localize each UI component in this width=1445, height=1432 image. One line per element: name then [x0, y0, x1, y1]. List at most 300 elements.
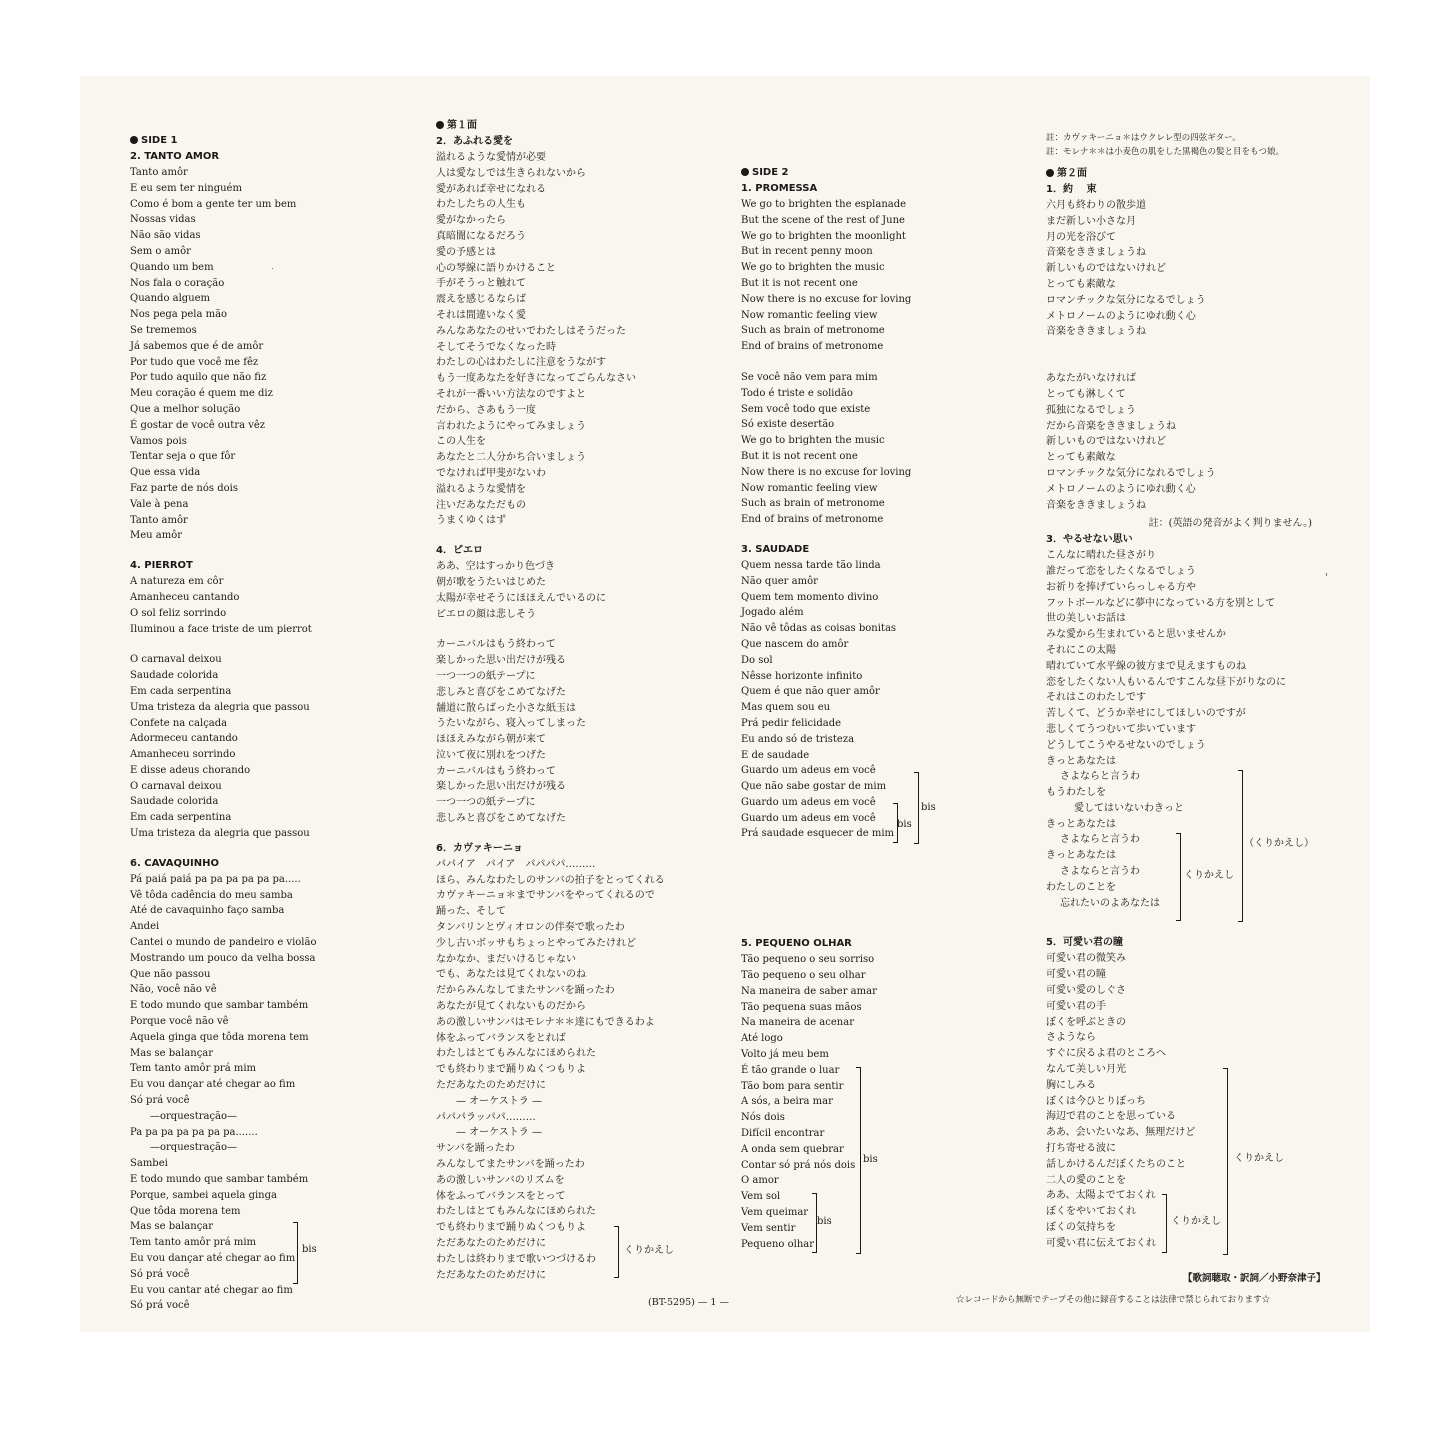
lyric-line: 胸にしみる	[1046, 1079, 1096, 1091]
lyric-line: この人生を	[436, 436, 486, 448]
lyric-line: Vale à pena	[130, 498, 189, 510]
lyric-line: Já sabemos que é de amôr	[130, 340, 264, 352]
lyric-line: お祈りを捧げていらっしゃる方や	[1046, 581, 1196, 593]
lyric-line: フットボールなどに夢中になっている方を別として	[1046, 597, 1276, 609]
repeat-bracket	[856, 1067, 861, 1254]
lyric-line: 心の琴線に語りかけること	[436, 262, 556, 274]
lyric-line: ぼくは今ひとりぼっち	[1046, 1095, 1146, 1107]
lyric-line: きっとあなたは	[1046, 755, 1116, 767]
lyric-line: 太陽が幸せそうにほほえんでいるのに	[436, 592, 606, 604]
lyrics-promessa-verse2	[741, 370, 941, 528]
lyric-line: あの激しいサンバのリズムを	[436, 1174, 565, 1186]
lyric-line: わたしは終わりまで歌いつづけるわ	[436, 1253, 596, 1265]
repeat-bracket	[1176, 833, 1181, 921]
lyric-line: Nos pega pela mão	[130, 309, 228, 321]
lyric-line: Now romantic feeling view	[741, 482, 878, 494]
lyric-line: とっても素敵な	[1046, 278, 1116, 290]
bullet-icon	[1046, 169, 1054, 177]
lyric-line: Saudade colorida	[130, 670, 219, 682]
lyric-line: End of brains of metronome	[741, 514, 884, 526]
lyric-line: We go to brighten the music	[741, 435, 885, 447]
lyric-line: Que tôda morena tem	[130, 1205, 241, 1217]
lyric-line: But in recent penny moon	[741, 246, 873, 258]
lyric-line: Jogado além	[741, 607, 804, 619]
lyric-line: 悲しみと喜びをこめてなげた	[436, 686, 566, 698]
lyric-line: それにこの太陽	[1046, 644, 1116, 656]
bis-label: bis	[817, 1216, 832, 1227]
column-side2-japanese	[1046, 131, 1346, 1252]
lyric-line: ピエロの顔は悲しそう	[436, 608, 536, 620]
lyric-line: Now romantic feeling view	[741, 309, 878, 321]
lyric-line: Só prá você	[130, 1095, 190, 1107]
lyric-line: Quem tem momento divino	[741, 591, 879, 603]
lyric-line: わたしたちの人生も	[436, 199, 526, 211]
lyric-line: Em cada serpentina	[130, 685, 232, 697]
lyrics-cavaquinho-verse1	[130, 872, 430, 1109]
lyric-line: Quando um bem	[130, 261, 214, 273]
lyric-line: それはこのわたしです	[1046, 692, 1146, 704]
lyric-line: Confete na calçada	[130, 717, 228, 729]
lyric-line: わたしの心はわたしに注意をうながす	[436, 357, 606, 369]
lyric-line: Volto já meu bem	[741, 1049, 829, 1061]
lyric-line: E disse adeus chorando	[130, 764, 251, 776]
lyric-line: Meu amôr	[130, 530, 183, 542]
lyric-line: Saudade colorida	[130, 796, 219, 808]
translation-credit: 【歌詞聴取・訳詞／小野奈津子】	[1183, 1273, 1326, 1284]
lyric-line: ロマンチックな気分になるでしょう	[1046, 294, 1206, 306]
lyric-line: Se você não vem para mim	[741, 371, 878, 383]
lyric-line: Se trememos	[130, 324, 197, 336]
kurikaeshi-label: くりかえし	[624, 1245, 674, 1256]
lyric-line: 体をふってバランスをとって	[436, 1190, 566, 1202]
lyric-line: 可愛い君の微笑み	[1046, 953, 1126, 965]
lyric-line: だから、さあもう一度	[436, 404, 536, 416]
lyric-line: なんて美しい月光	[1046, 1064, 1126, 1076]
lyric-line: メトロノームのようにゆれ動く心	[1046, 483, 1196, 495]
lyric-line: Que nascem do amôr	[741, 638, 849, 650]
lyric-line: Difícil encontrar	[741, 1128, 825, 1140]
lyric-line: We go to brighten the moonlight	[741, 230, 906, 242]
kurikaeshi-paren-label: （くりかえし）	[1244, 838, 1314, 849]
lyric-line: But it is not recent one	[741, 277, 858, 289]
lyric-line: もう一度あなたを好きになってごらんなさい	[436, 373, 636, 385]
lyric-line: でなければ甲斐がないわ	[436, 467, 546, 479]
lyric-line: すぐに戻るよ君のところへ	[1046, 1048, 1166, 1060]
lyric-line: 音楽をききましょうね	[1046, 326, 1146, 338]
lyric-line: Só prá você	[130, 1268, 190, 1280]
kurikaeshi-label: くりかえし	[1234, 1153, 1284, 1164]
lyric-line: Até de cavaquinho faço samba	[130, 905, 285, 917]
lyric-line: きっとあなたは	[1046, 818, 1116, 830]
lyric-line: まだ新しい小さな月	[1046, 215, 1136, 227]
lyric-line: We go to brighten the music	[741, 262, 885, 274]
song-title: 2. TANTO AMOR	[130, 151, 220, 162]
lyric-line: 朝が歌をうたいはじめた	[436, 576, 546, 588]
song-title: 2．あふれる愛を	[436, 136, 513, 147]
lyric-line: Até logo	[741, 1033, 783, 1045]
lyrics-pierrot-verse1	[130, 574, 430, 637]
song-title: 4．ピエロ	[436, 545, 483, 557]
lyric-line: Aquela ginga que tôda morena tem	[130, 1031, 309, 1043]
lyric-line: But the scene of the rest of June	[741, 214, 905, 226]
kurikaeshi-label: くりかえし	[1171, 1216, 1221, 1227]
footnote: 註：カヴァキーニョ＊はウクレレ型の四弦ギター。	[1046, 133, 1241, 143]
lyric-line: でも終わりまで踊りぬくつもりよ	[436, 1064, 586, 1076]
lyric-line: 一つ一つの紙テープに	[436, 670, 536, 682]
lyric-line: サンバを踊ったわ	[436, 1143, 515, 1155]
lyric-line: 手がそうっと触れて	[436, 278, 526, 290]
lyric-line: うたいながら、寝入ってしまった	[436, 718, 586, 730]
lyrics-piero-verse1	[436, 559, 736, 622]
lyric-line: 注いだあなただもの	[436, 499, 526, 511]
lyric-line: 溢れるような愛情が必要	[436, 152, 546, 163]
lyric-line: Na maneira de saber amar	[741, 985, 877, 997]
lyric-line: 愛の予感とは	[436, 246, 496, 258]
lyrics-afureru-ai	[436, 150, 736, 529]
lyric-line: Que a melhor solução	[130, 403, 241, 415]
lyric-line: Tentar seja o que fôr	[130, 451, 236, 463]
lyrics-tanto-amor	[130, 165, 430, 544]
lyric-line: 楽しかった思い出だけが残る	[436, 781, 566, 793]
lyric-line: 言われたようにやってみましょう	[436, 420, 586, 432]
lyric-line: Tão bom para sentir	[741, 1080, 844, 1092]
lyric-line: カヴァキーニョ＊までサンバをやってくれるので	[436, 890, 655, 902]
lyric-line: 可愛い君の瞳	[1046, 969, 1106, 981]
translator-notes	[1046, 131, 1346, 159]
bis-label: bis	[863, 1154, 878, 1165]
orchestration-note: — オーケストラ —	[456, 1127, 542, 1139]
lyric-line: 新しいものではないけれど	[1046, 436, 1166, 448]
lyric-line: うまくゆくはず	[436, 515, 506, 527]
lyric-line: 楽しかった思い出だけが残る	[436, 655, 566, 667]
lyric-line: さよならと言うわ	[1060, 834, 1140, 846]
lyric-line: 震えを感じるならば	[436, 294, 526, 306]
lyrics-cavaquinho-jp-verse2	[436, 1141, 736, 1283]
repeat-bracket	[1238, 770, 1243, 922]
lyric-line: E de saudade	[741, 749, 810, 761]
lyric-line: Tem tanto amôr prá mim	[130, 1063, 257, 1075]
lyric-line: A natureza em côr	[130, 576, 224, 588]
bis-label: bis	[897, 819, 912, 830]
lyric-line: でも終わりまで踊りぬくつもりよ	[436, 1222, 586, 1234]
lyric-line: とっても淋しくて	[1046, 388, 1126, 400]
song-title: 5．可愛い君の瞳	[1046, 937, 1123, 949]
lyric-line: Tão pequeno o seu sorriso	[741, 954, 875, 966]
lyric-line: Não quer amôr	[741, 575, 818, 587]
lyric-line: Mas se balançar	[130, 1221, 214, 1233]
lyric-line: Andei	[130, 921, 160, 933]
lyric-line: O carnaval deixou	[130, 654, 222, 666]
lyric-line: 悲しくてうつむいて歩いています	[1046, 723, 1196, 735]
orchestration-note: —orquestração—	[150, 1110, 238, 1122]
lyric-line: Iluminou a face triste de um pierrot	[130, 623, 312, 635]
lyric-line: 世の美しいお話は	[1046, 613, 1126, 625]
column-side1-japanese	[436, 118, 736, 1283]
lyric-line: Faz parte de nós dois	[130, 482, 238, 494]
lyric-line: Pá paiá paiá pa pa pa pa pa pa.....	[130, 873, 301, 885]
lyric-line: 音楽をききましょうね	[1046, 499, 1146, 511]
lyric-line: End of brains of metronome	[741, 341, 884, 353]
lyric-line: 愛がなかったら	[436, 215, 506, 227]
lyric-line: Tão pequeno o seu olhar	[741, 970, 866, 982]
lyric-line: さよならと言うわ	[1060, 771, 1140, 783]
lyric-line: ぼくをやいておくれ	[1046, 1206, 1136, 1218]
lyric-line: Que essa vida	[130, 467, 201, 479]
lyric-line: ほら、みんなわたしのサンバの拍子をとってくれる	[436, 874, 665, 886]
lyric-line: Em cada serpentina	[130, 812, 232, 824]
lyric-line: 可愛い君に伝えておくれ	[1046, 1237, 1156, 1249]
lyric-line: Pa pa pa pa pa pa pa.......	[130, 1126, 258, 1138]
lyric-line: Quem nessa tarde tão linda	[741, 559, 881, 571]
lyric-line: Nêsse horizonte infinito	[741, 670, 863, 682]
side-header: 第１面	[436, 118, 736, 134]
lyric-line: Não vê tôdas as coisas bonitas	[741, 623, 897, 635]
repeat-bracket	[293, 1222, 298, 1284]
lyric-line: それは間違いなく愛	[436, 309, 526, 321]
lyric-line: É tão grande o luar	[741, 1064, 840, 1076]
lyric-line: パパパラッパパ………	[436, 1111, 536, 1123]
lyric-line: Pequeno olhar	[741, 1238, 814, 1250]
lyric-line: Now there is no excuse for loving	[741, 466, 912, 478]
lyric-line: 可愛い愛のしぐさ	[1046, 985, 1126, 997]
lyric-line: 苦しくて、どうか幸せにしてほしいのですが	[1046, 708, 1246, 720]
song-title: 5. PEQUENO OLHAR	[741, 938, 852, 950]
lyrics-cavaquinho-jp-verse1	[436, 857, 736, 1094]
lyric-line: あなたと二人分かち合いましょう	[436, 452, 586, 464]
lyric-line: Na maneira de acenar	[741, 1017, 854, 1029]
orchestration-note: — オーケストラ —	[456, 1095, 542, 1107]
lyric-line: 六月も終わりの散歩道	[1046, 200, 1146, 211]
lyrics-yakusoku-verse1	[1046, 198, 1346, 340]
lyrics-pequeno-olhar	[741, 952, 941, 1252]
catalog-number: (BT-5295) — 1 —	[648, 1297, 729, 1308]
lyric-line: Tanto amôr	[130, 514, 188, 526]
lyric-line: Sambei	[130, 1158, 168, 1170]
lyric-line: Prá pedir felicidade	[741, 717, 842, 729]
lyric-line: Eu vou dançar até chegar ao fim	[130, 1253, 296, 1264]
lyric-line: ああ、太陽よでておくれ	[1046, 1190, 1156, 1202]
lyric-line: Só prá você	[130, 1300, 190, 1312]
lyric-line: わたしはとてもみんなにほめられた	[436, 1048, 596, 1060]
lyric-line: みんなしてまたサンバを踊ったわ	[436, 1159, 585, 1171]
lyric-line: But it is not recent one	[741, 450, 858, 462]
lyrics-saudade	[741, 558, 941, 842]
lyric-line: Por tudo aquilo que não fiz	[130, 372, 267, 384]
lyric-line: Todo é triste e solidão	[741, 387, 853, 399]
repeat-bracket	[1162, 1194, 1167, 1253]
side-header: 第２面	[1046, 166, 1346, 182]
lyrics-kawaii-kimi-no-hitomi	[1046, 951, 1346, 1251]
lyric-line: 海辺で君のことを思っている	[1046, 1111, 1176, 1123]
lyric-line: Mostrando um pouco da velha bossa	[130, 952, 316, 964]
song-title: 3．やるせない思い	[1046, 534, 1133, 546]
lyric-line: Tanto amôr	[130, 167, 188, 178]
lyric-line: O carnaval deixou	[130, 780, 222, 792]
lyric-line: Mas quem sou eu	[741, 702, 831, 714]
lyric-line: 泣いて夜に別れをつげた	[436, 749, 546, 761]
lyric-line: 踊った、そして	[436, 906, 506, 918]
lyric-line: パパイア パイア パパパパ………	[436, 858, 596, 870]
lyric-line: だから音楽をききましょうね	[1046, 420, 1176, 432]
lyric-line: とっても素敵な	[1046, 452, 1116, 464]
lyric-line: Guardo um adeus em você	[741, 796, 876, 808]
lyric-line: Vem sentir	[741, 1222, 796, 1234]
lyric-line: なかなか、まだいけるじゃない	[436, 953, 576, 965]
lyrics-promessa-verse1	[741, 197, 941, 355]
lyric-line: Uma tristeza da alegria que passou	[130, 701, 310, 713]
lyric-line: あなたが見てくれないものだから	[436, 1001, 586, 1013]
lyric-line: 晴れていて水平線の彼方まで見えますものね	[1046, 660, 1246, 672]
lyric-line: 真暗闇になるだろう	[436, 230, 526, 242]
lyric-line: 悲しみと喜びをこめてなげた	[436, 813, 566, 825]
lyric-line: 月の光を浴びて	[1046, 231, 1116, 243]
lyric-line: 忘れたいのよあなたは	[1060, 897, 1160, 909]
lyric-line: 愛してはいないわきっと	[1074, 802, 1184, 814]
bullet-icon	[130, 136, 138, 144]
lyric-line: Sem você todo que existe	[741, 403, 871, 415]
lyric-line: そしてそうでなくなった時	[436, 341, 556, 353]
lyric-line: Vê tôda cadência do meu samba	[130, 889, 293, 901]
song-title: 6. CAVAQUINHO	[130, 857, 220, 869]
lyric-line: Nos fala o coração	[130, 277, 225, 289]
lyrics-cavaquinho-verse2	[130, 1156, 430, 1314]
lyric-line: E todo mundo que sambar também	[130, 1174, 309, 1186]
lyric-line: 体をふってバランスをとれば	[436, 1032, 566, 1044]
lyrics-yarusenai-verse1	[1046, 548, 1346, 753]
lyric-line: A onda sem quebrar	[741, 1143, 844, 1155]
column-side1-portuguese	[130, 133, 430, 1314]
lyric-line: 音楽をききましょうね	[1046, 247, 1146, 259]
lyric-line: É gostar de você outra vêz	[130, 419, 266, 431]
lyric-line: 二人の愛のことを	[1046, 1174, 1126, 1186]
lyric-line: Do sol	[741, 654, 773, 666]
lyric-line: あの激しいサンバはモレナ＊＊達にもできるわよ	[436, 1016, 655, 1028]
lyric-line: Porque você não vê	[130, 1016, 229, 1028]
lyric-line: Amanheceu sorrindo	[130, 749, 236, 761]
lyric-line: 愛があれば幸せになれる	[436, 183, 546, 195]
lyric-line: Quando alguem	[130, 293, 211, 305]
lyric-line: でも、あなたは見てくれないのね	[436, 969, 586, 981]
lyric-line: Porque, sambei aquela ginga	[130, 1189, 277, 1201]
lyric-line: 誰だって恋をしたくなるでしょう	[1046, 565, 1196, 577]
lyric-line: ぼくの気持ちを	[1046, 1222, 1116, 1234]
lyric-line: Cantei o mundo de pandeiro e violão	[130, 937, 317, 949]
lyric-line: Tem tanto amôr prá mim	[130, 1237, 257, 1249]
lyric-line: Contar só prá nós dois	[741, 1159, 856, 1171]
lyric-line: ああ、空はすっかり色づき	[436, 561, 555, 573]
lyric-line: E todo mundo que sambar também	[130, 1000, 309, 1012]
lyric-line: それが一番いい方法なのですよと	[436, 388, 586, 400]
lyric-line: 舗道に散らばった小さな紙玉は	[436, 702, 576, 714]
lyric-line: Eu vou dançar até chegar ao fim	[130, 1079, 296, 1091]
lyric-line: O amor	[741, 1175, 779, 1187]
lyric-line: Vamos pois	[130, 435, 187, 447]
lyric-line: 恋をしたくない人もいるんですこんな昼下がりなのに	[1046, 676, 1286, 688]
lyric-line: カーニバルはもう終わって	[436, 765, 556, 777]
bis-label: bis	[302, 1244, 317, 1255]
lyric-line: Eu vou cantar até chegar ao fim	[130, 1284, 293, 1296]
repeat-bracket	[1223, 1068, 1228, 1255]
side-header: SIDE 2	[741, 165, 941, 181]
lyric-line: Vem queimar	[741, 1207, 809, 1219]
lyric-line: Now there is no excuse for loving	[741, 293, 912, 305]
lyric-line: カーニバルはもう終わって	[436, 639, 556, 651]
lyric-line: Mas se balançar	[130, 1047, 214, 1059]
lyrics-yakusoku-verse2	[1046, 371, 1346, 513]
lyric-line: Vem sol	[741, 1191, 781, 1203]
lyric-line: Por tudo que você me fêz	[130, 356, 259, 368]
lyric-line: Tão pequena suas mãos	[741, 1001, 862, 1013]
lyric-line: A sós, a beira mar	[741, 1096, 833, 1108]
lyric-line: みんなあなたのせいでわたしはそうだった	[436, 325, 626, 337]
side-header: SIDE 1	[130, 133, 430, 149]
lyric-line: Such as brain of metronome	[741, 498, 885, 510]
lyric-line: Só existe desertão	[741, 419, 835, 431]
lyric-line: Guardo um adeus em você	[741, 812, 876, 824]
lyric-line: わたしのことを	[1046, 881, 1116, 893]
bis-label: bis	[921, 802, 936, 813]
lyric-line: Que não sabe gostar de mim	[741, 781, 887, 793]
bullet-icon	[436, 121, 444, 129]
lyric-line: Não são vidas	[130, 230, 201, 242]
lyric-line: ああ、会いたいなあ、無理だけど	[1046, 1127, 1196, 1139]
lyric-line: ただあなたのためだけに	[436, 1238, 546, 1249]
lyric-line: 孤独になるでしょう	[1046, 404, 1136, 416]
pronunciation-note: 註：(英語の発音がよく判りません。)	[1148, 518, 1312, 530]
lyric-line: 可愛い君の手	[1046, 1000, 1106, 1012]
lyric-line: 新しいものではないけれど	[1046, 263, 1166, 275]
kurikaeshi-label: くりかえし	[1184, 870, 1234, 881]
lyric-line: 話しかけるんだぼくたちのこと	[1046, 1158, 1186, 1170]
lyric-line: タンバリンとヴィオロンの伴奏で歌ったわ	[436, 922, 625, 934]
lyric-line: 人は愛なしでは生きられないから	[436, 167, 586, 179]
lyric-line: Guardo um adeus em você	[741, 765, 876, 777]
lyric-line: Amanheceu cantando	[130, 591, 240, 603]
lyric-line: どうしてこうやるせないのでしょう	[1046, 739, 1206, 751]
lyric-line: わたしはとてもみんなにほめられた	[436, 1206, 596, 1218]
lyric-line: ロマンチックな気分になれるでしょう	[1046, 467, 1216, 479]
song-title: 1．約 束	[1046, 184, 1097, 195]
lyric-line: Que não passou	[130, 968, 211, 980]
footnote: 註：モレナ＊＊は小麦色の肌をした黒褐色の髪と目をもつ娘。	[1046, 147, 1285, 157]
lyric-line: メトロノームのようにゆれ動く心	[1046, 310, 1196, 322]
copyright-warning: ☆レコードから無断でテープその他に録音することは法律で禁じられております☆	[956, 1295, 1271, 1305]
lyric-line: 溢れるような愛情を	[436, 483, 526, 495]
lyric-line: ぼくを呼ぶときの	[1046, 1016, 1126, 1028]
lyric-line: 打ち寄せる波に	[1046, 1143, 1116, 1155]
lyric-line: Nossas vidas	[130, 214, 196, 226]
lyric-line: さようなら	[1046, 1032, 1096, 1044]
lyric-line: だからみんなしてまたサンバを踊ったわ	[436, 985, 615, 997]
lyric-line: E eu sem ter ninguém	[130, 182, 242, 194]
lyric-line: ただあなたのためだけに	[436, 1080, 546, 1092]
lyric-line: こんなに晴れた昼さがり	[1046, 550, 1156, 562]
lyric-line: Não, você não vê	[130, 984, 217, 996]
lyrics-pierrot-verse2	[130, 652, 430, 842]
lyric-line: みな愛から生まれていると思いませんか	[1046, 629, 1226, 641]
lyric-line: ほほえみながら朝が来て	[436, 734, 546, 746]
lyric-line: きっとあなたは	[1046, 850, 1116, 862]
lyric-line: Prá saudade esquecer de mim	[741, 828, 894, 840]
lyrics-yarusenai-verse2	[1046, 754, 1346, 912]
lyric-line: Como é bom a gente ter um bem	[130, 198, 297, 210]
orchestration-note: —orquestração—	[150, 1142, 238, 1154]
lyric-line: We go to brighten the esplanade	[741, 199, 907, 210]
lyrics-piero-verse2	[436, 637, 736, 827]
lyric-line: Such as brain of metronome	[741, 325, 885, 337]
song-title: 1. PROMESSA	[741, 183, 818, 194]
lyric-line: Adormeceu cantando	[130, 733, 238, 745]
